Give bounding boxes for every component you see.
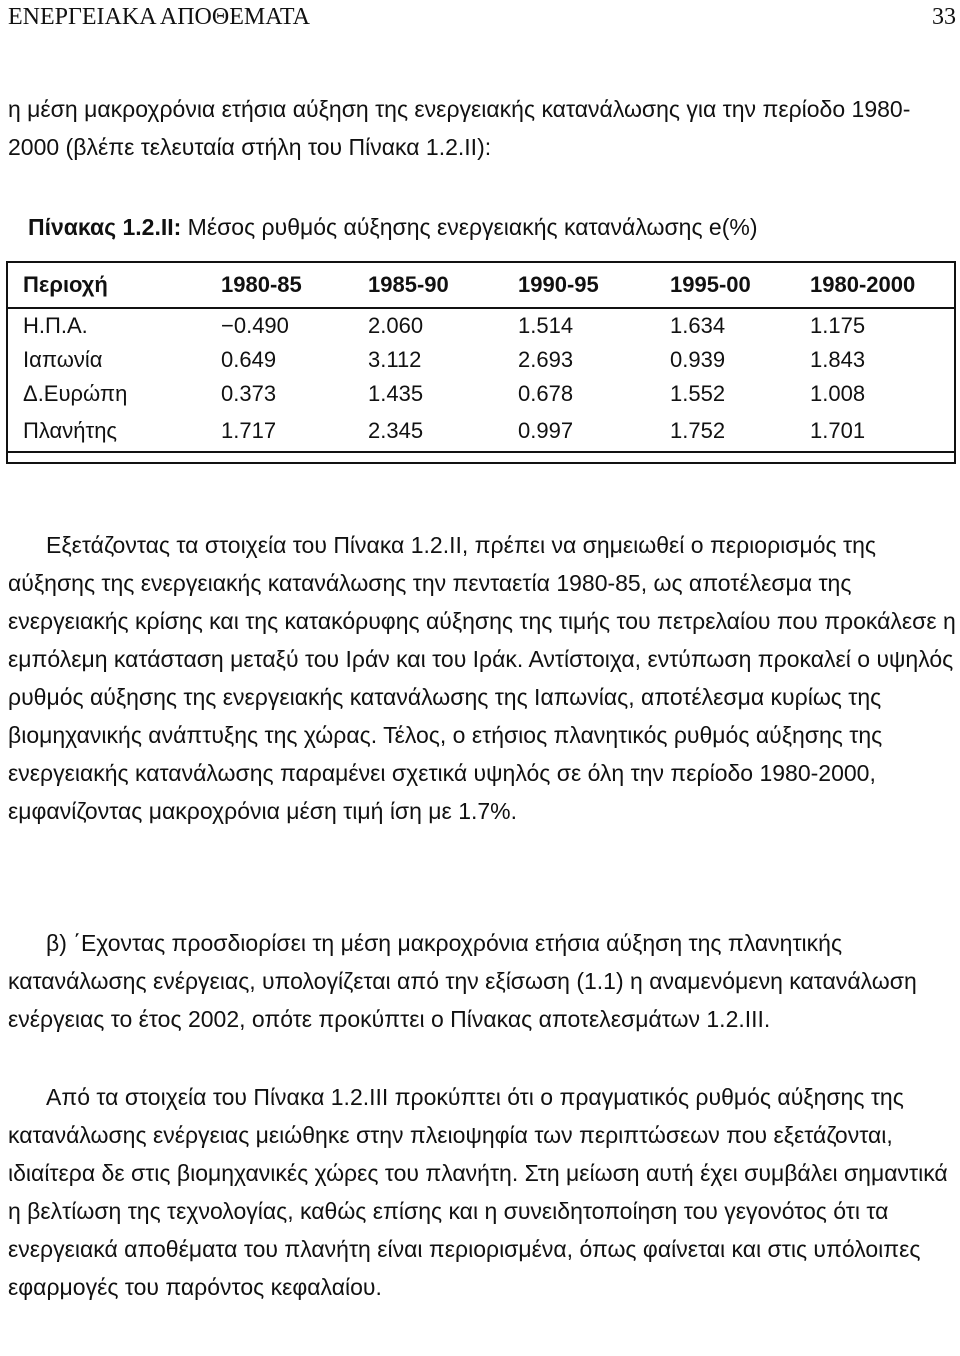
- col-header-1995-00: 1995-00: [670, 262, 810, 308]
- table-cell: 0.373: [221, 381, 277, 406]
- row-label: Δ.Ευρώπη: [23, 381, 128, 406]
- table-cell: 1.435: [368, 381, 424, 406]
- col-header-region: Περιοχή: [7, 262, 221, 308]
- table-cell: −0.490: [221, 313, 289, 338]
- row-label: Ιαπωνία: [23, 347, 103, 372]
- table-cell: 0.939: [670, 347, 726, 372]
- table-cell: 1.175: [810, 313, 866, 338]
- table-cell: 2.345: [368, 411, 518, 452]
- col-header-1980-2000: 1980-2000: [810, 262, 955, 308]
- table-cell: 0.678: [518, 381, 574, 406]
- table-cell: 1.552: [670, 381, 726, 406]
- conclusion-paragraph: Από τα στοιχεία του Πίνακα 1.2.III προκύπτει ότι ο πραγματικός ρυθμός αύξησης της κατανάλωσης ενέργειας μειώθηκε στην πλειοψηφία των περιπτώσεων που εξετάζονται, ιδιαίτερα δε στις βιομηχανικές χώρες του πλανήτη. Στη μείωση αυτή έχει συμβάλει σημαντικά η βελτίωση της τεχνολογίας, καθώς επίσης και η συνειδητοποίηση του γεγονότος ότι τα ενεργειακά αποθέματα του πλανήτη είναι περιορισμένα, όπως φαίνεται και στις υπόλοιπες εφαρμογές του παρόντος κεφαλαίου.: [8, 1084, 948, 1300]
- col-header-1985-90: 1985-90: [368, 262, 518, 308]
- table-cell: 2.693: [518, 347, 574, 372]
- table-caption: [28, 208, 757, 246]
- table-cell: 1.717: [221, 411, 368, 452]
- table-cell: 1.752: [670, 411, 810, 452]
- row-label: Πλανήτης: [7, 411, 221, 452]
- table-cell: 1.514: [518, 313, 574, 338]
- table-row: [7, 343, 955, 377]
- table-cell: 1.008: [810, 381, 866, 406]
- table-cell: 1.843: [810, 347, 866, 372]
- analysis-paragraph: Εξετάζοντας τα στοιχεία του Πίνακα 1.2.II, πρέπει να σημειωθεί ο περιορισμός της αύξησης της ενεργειακής κατανάλωσης την πενταετία 1980-85, ως αποτέλεσμα της ενεργειακής κρίσης και της κατακόρυφης αύξησης της τιμής του πετρελαίου που προκάλεσε η εμπόλεμη κατάσταση μεταξύ του Ιράν και του Ιράκ. Αντίστοιχα, εντύπωση προκαλεί ο υψηλός ρυθμός αύξησης της ενεργειακής κατανάλωσης της Ιαπωνίας, αποτέλεσμα κυρίως της βιομηχανικής ανάπτυξης της χώρας. Τέλος, ο ετήσιος πλανητικός ρυθμός αύξησης της ενεργειακής κατανάλωσης παραμένει σχετικά υψηλός σε όλη την περίοδο 1980-2000, εμφανίζοντας μακροχρόνια μέση τιμή ίση με 1.7%.: [8, 532, 956, 824]
- table-row: [7, 377, 955, 411]
- table-cell: 0.997: [518, 411, 670, 452]
- energy-growth-table: [7, 261, 955, 453]
- table-cell: 1.701: [810, 411, 955, 452]
- table-cell: 3.112: [368, 347, 422, 372]
- table-cell: 0.649: [221, 347, 277, 372]
- col-header-1980-85: 1980-85: [221, 262, 368, 308]
- table-cell: 1.634: [670, 313, 726, 338]
- table-header-row: [7, 262, 955, 308]
- col-header-1990-95: 1990-95: [518, 262, 670, 308]
- page-number: 33: [932, 4, 956, 30]
- table-cell: 2.060: [368, 313, 424, 338]
- table-caption-label: Πίνακας 1.2.II:: [28, 214, 182, 240]
- table-caption-text: Μέσος ρυθμός αύξησης ενεργειακής κατανάλωσης e(%): [181, 214, 758, 240]
- intro-paragraph: η μέση μακροχρόνια ετήσια αύξηση της ενεργειακής κατανάλωσης για την περίοδο 1980-2000 (βλέπε τελευταία στήλη του Πίνακα 1.2.II):: [8, 96, 911, 160]
- running-header: [8, 2, 958, 32]
- row-label: Η.Π.Α.: [23, 313, 88, 338]
- table-row: [7, 411, 955, 452]
- forecast-paragraph: β) ΄Εχοντας προσδιορίσει τη μέση μακροχρόνια ετήσια αύξηση της πλανητικής κατανάλωσης ενέργειας, υπολογίζεται από την εξίσωση (1.1) η αναμενόμενη κατανάλωση ενέργειας το έτος 2002, οπότε προκύπτει ο Πίνακας αποτελεσμάτων 1.2.III.: [8, 930, 917, 1032]
- chapter-title: ΕΝΕΡΓΕΙΑΚΑ ΑΠΟΘΕΜΑΤΑ: [8, 4, 310, 30]
- table-row: [7, 308, 955, 343]
